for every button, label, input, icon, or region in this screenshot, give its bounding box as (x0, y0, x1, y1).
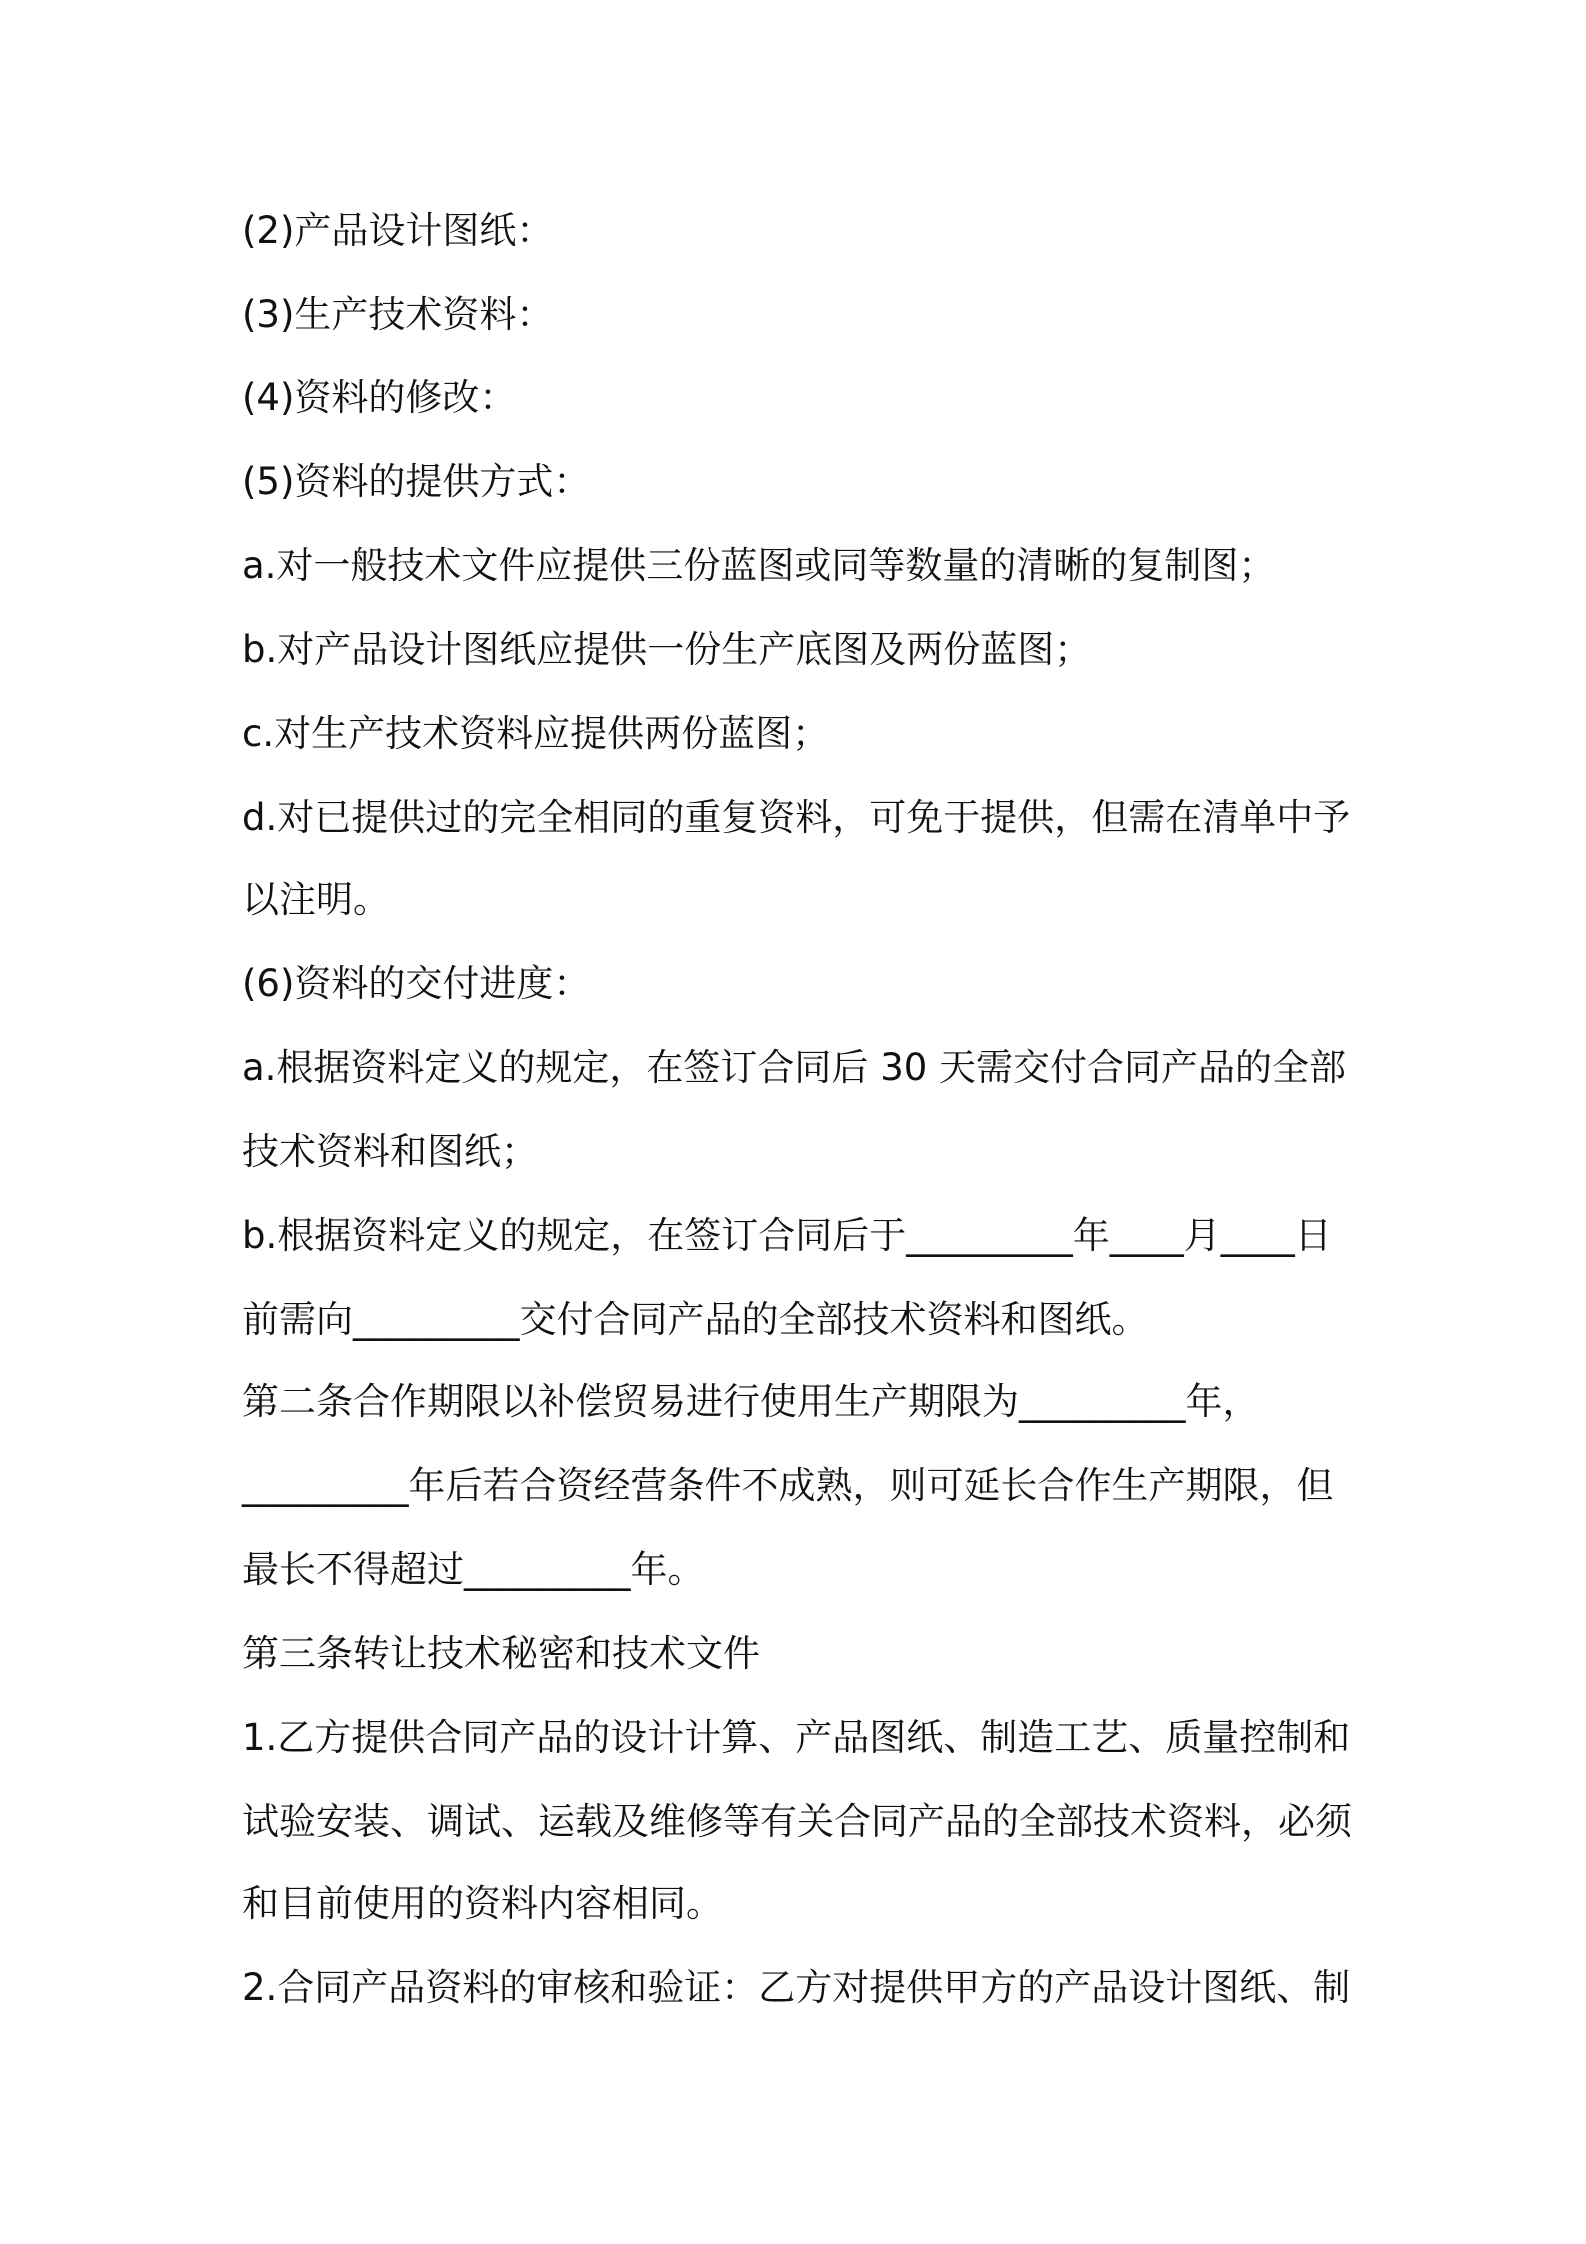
text-line: 和目前使用的资料内容相同。 (242, 1882, 723, 1925)
text-line: d.对已提供过的完全相同的重复资料，可免于提供，但需在清单中予 (242, 796, 1351, 839)
text-line: 1.乙方提供合同产品的设计计算、产品图纸、制造工艺、质量控制和 (242, 1716, 1351, 1759)
text-line: 以注明。 (242, 878, 390, 921)
text-line: b.对产品设计图纸应提供一份生产底图及两份蓝图； (242, 628, 1092, 671)
text-line: c.对生产技术资料应提供两份蓝图； (242, 712, 830, 755)
text-line: 2.合同产品资料的审核和验证：乙方对提供甲方的产品设计图纸、制 (242, 1966, 1351, 2009)
text-line: _________年后若合资经营条件不成熟，则可延长合作生产期限，但 (242, 1464, 1334, 1507)
text-line: 第二条合作期限以补偿贸易进行使用生产期限为_________年， (242, 1380, 1260, 1423)
text-line: 第三条转让技术秘密和技术文件 (242, 1632, 760, 1675)
text-line: a.根据资料定义的规定，在签订合同后 30 天需交付合同产品的全部 (242, 1046, 1347, 1089)
text-line: 技术资料和图纸； (242, 1130, 538, 1173)
text-line: (5)资料的提供方式： (242, 460, 591, 503)
text-line: (3)生产技术资料： (242, 293, 554, 336)
text-line: 试验安装、调试、运载及维修等有关合同产品的全部技术资料，必须 (242, 1800, 1352, 1843)
text-line: 最长不得超过_________年。 (242, 1548, 705, 1591)
text-line: a.对一般技术文件应提供三份蓝图或同等数量的清晰的复制图； (242, 544, 1276, 587)
text-line: (4)资料的修改： (242, 376, 517, 419)
text-line: b.根据资料定义的规定，在签订合同后于_________年____月____日 (242, 1214, 1332, 1257)
text-line: (2)产品设计图纸： (242, 209, 554, 252)
text-line: (6)资料的交付进度： (242, 962, 591, 1005)
text-line: 前需向_________交付合同产品的全部技术资料和图纸。 (242, 1298, 1149, 1341)
